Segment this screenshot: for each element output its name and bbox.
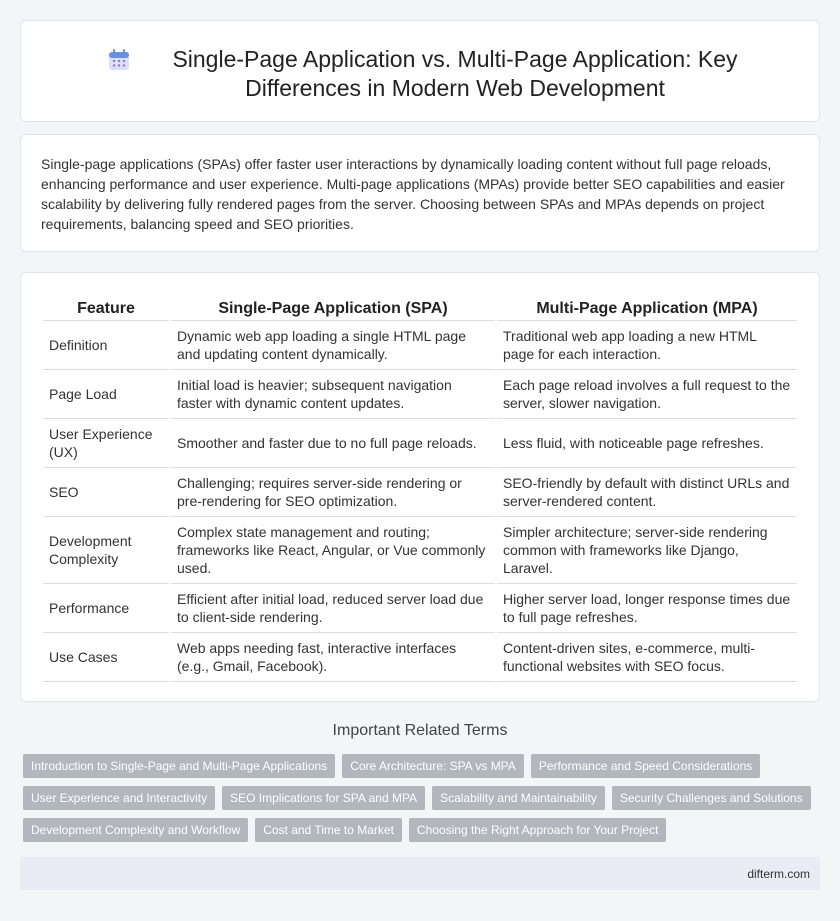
spa-cell: Complex state management and routing; frameworks like React, Angular, or Vue commonly used. [171, 517, 495, 584]
related-term-tag[interactable]: Choosing the Right Approach for Your Project [409, 818, 667, 842]
spa-cell: Dynamic web app loading a single HTML page and updating content dynamically. [171, 321, 495, 370]
table-row [43, 419, 797, 468]
related-term-tag[interactable]: Cost and Time to Market [255, 818, 402, 842]
related-terms-list [23, 754, 817, 842]
footer [20, 857, 820, 890]
mpa-cell: Traditional web app loading a new HTML page for each interaction. [497, 321, 797, 370]
related-term-tag[interactable]: Development Complexity and Workflow [23, 818, 248, 842]
feature-cell: SEO [43, 468, 169, 517]
spa-cell: Challenging; requires server-side rendering or pre-rendering for SEO optimization. [171, 468, 495, 517]
header-spa: Single-Page Application (SPA) [171, 297, 495, 321]
feature-cell: Page Load [43, 370, 169, 419]
intro-card [20, 134, 820, 252]
related-term-tag[interactable]: Core Architecture: SPA vs MPA [342, 754, 524, 778]
related-term-tag[interactable]: Performance and Speed Considerations [531, 754, 760, 778]
feature-cell: User Experience (UX) [43, 419, 169, 468]
mpa-cell: Higher server load, longer response times due to full page refreshes. [497, 584, 797, 633]
feature-cell: Use Cases [43, 633, 169, 682]
related-term-tag[interactable]: Introduction to Single-Page and Multi-Page Applications [23, 754, 335, 778]
comparison-card [20, 272, 820, 702]
comparison-table [41, 297, 799, 682]
mpa-cell: Simpler architecture; server-side rendering common with frameworks like Django, Laravel. [497, 517, 797, 584]
spa-cell: Smoother and faster due to no full page reloads. [171, 419, 495, 468]
table-row [43, 321, 797, 370]
feature-cell: Definition [43, 321, 169, 370]
related-term-tag[interactable]: Scalability and Maintainability [432, 786, 605, 810]
spa-cell: Initial load is heavier; subsequent navigation faster with dynamic content updates. [171, 370, 495, 419]
table-row [43, 633, 797, 682]
table-row [43, 584, 797, 633]
calendar-icon [107, 48, 131, 72]
mpa-cell: Less fluid, with noticeable page refreshes. [497, 419, 797, 468]
feature-cell: Development Complexity [43, 517, 169, 584]
table-row [43, 468, 797, 517]
title-card [20, 20, 820, 122]
feature-cell: Performance [43, 584, 169, 633]
table-row [43, 517, 797, 584]
intro-text: Single-page applications (SPAs) offer faster user interactions by dynamically loading content without full page reloads, enhancing performance and user experience. Multi-page applications (MPAs) provide better SEO capabilities and easier scalability by delivering fully rendered pages from the server. Choosing between SPAs and MPAs depends on project requirements, balancing speed and SEO priorities. [41, 156, 785, 232]
related-term-tag[interactable]: Security Challenges and Solutions [612, 786, 811, 810]
header-mpa: Multi-Page Application (MPA) [497, 297, 797, 321]
related-terms-heading: Important Related Terms [332, 722, 508, 739]
mpa-cell: Each page reload involves a full request to the server, slower navigation. [497, 370, 797, 419]
related-term-tag[interactable]: SEO Implications for SPA and MPA [222, 786, 425, 810]
related-term-tag[interactable]: User Experience and Interactivity [23, 786, 215, 810]
footer-site-link[interactable]: difterm.com [747, 867, 810, 881]
spa-cell: Web apps needing fast, interactive interfaces (e.g., Gmail, Facebook). [171, 633, 495, 682]
page-title: Single-Page Application vs. Multi-Page Application: Key Differences in Modern Web Development [172, 46, 738, 101]
spa-cell: Efficient after initial load, reduced server load due to client-side rendering. [171, 584, 495, 633]
mpa-cell: SEO-friendly by default with distinct URLs and server-rendered content. [497, 468, 797, 517]
table-header-row [43, 297, 797, 321]
header-feature: Feature [43, 297, 169, 321]
table-row [43, 370, 797, 419]
mpa-cell: Content-driven sites, e-commerce, multi-functional websites with SEO focus. [497, 633, 797, 682]
